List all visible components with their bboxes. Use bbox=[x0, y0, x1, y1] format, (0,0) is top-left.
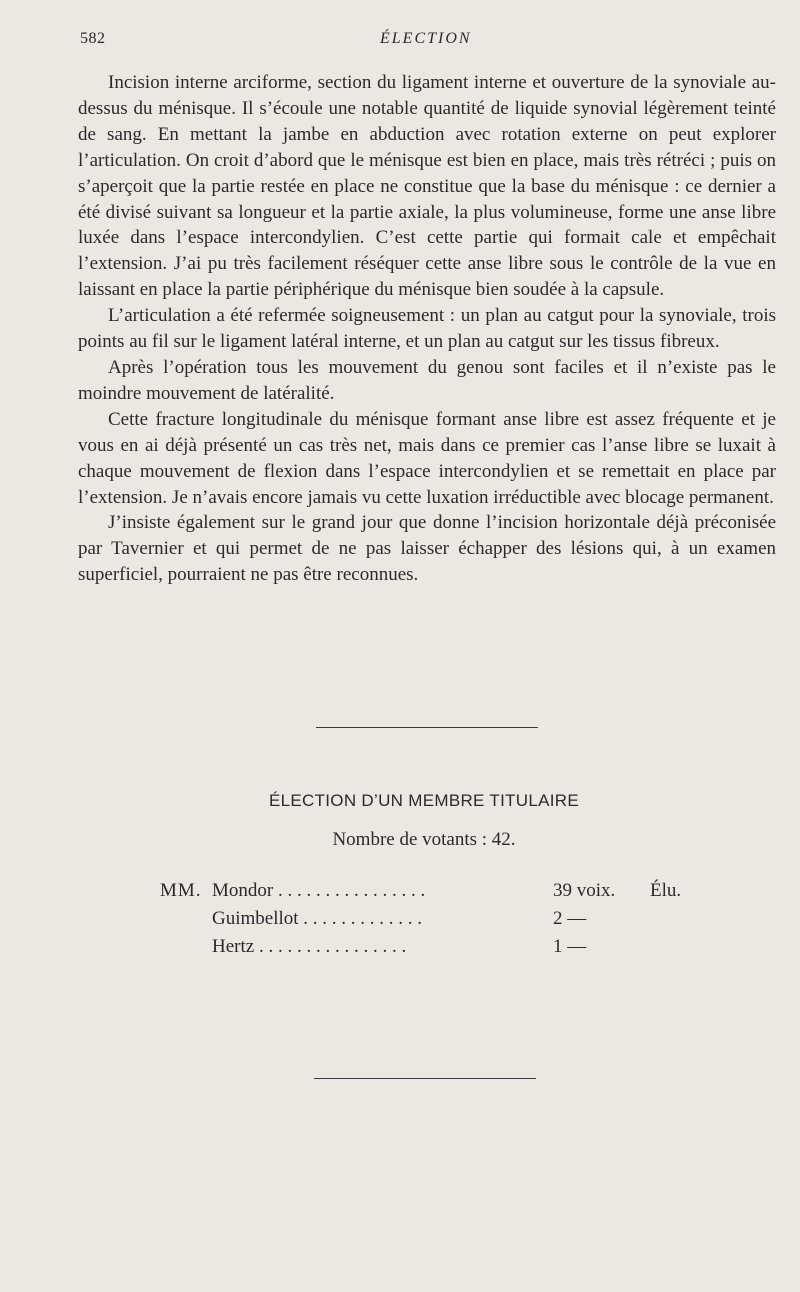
candidate-votes: 1 — bbox=[553, 936, 587, 957]
running-title: ÉLECTION bbox=[380, 30, 472, 47]
paragraph: Incision interne arciforme, section du ligament interne et ouverture de la synoviale au-dessus du ménisque. Il s’écoule une notable quantité de liquide synovial légèrement teinté de sang. En mettant la jambe en abduction avec rotation externe on peut explorer l’articulation. On croit d’abord que le ménisque est bien en place, mais très rétréci ; puis on s’aperçoit que la partie restée en place ne constitue que la base du ménisque : ce dernier a été divisé suivant sa longueur et la partie axiale, la plus volumineuse, forme une anse libre luxée dans l’espace intercondylien. C’est cette partie qui formait cale et empêchait l’extension. J’ai pu très facilement réséquer cette anse libre sous le contrôle de la vue en laissant en place la partie périphérique du ménisque bien soudée à la capsule. bbox=[78, 72, 776, 301]
paragraph: J’insiste également sur le grand jour que donne l’incision horizontale déjà préconisée par Tavernier et qui permet de ne pas laisser échapper des lésions qui, à un examen superficiel, pourraient ne pas être reconnues. bbox=[78, 512, 776, 586]
candidate-votes: 2 — bbox=[553, 908, 587, 929]
candidate-name: Guimbellot . . . . . . . . . . . . . bbox=[212, 908, 423, 929]
candidate-name: Mondor . . . . . . . . . . . . . . . . bbox=[212, 880, 426, 901]
paragraph: Cette fracture longitudinale du ménisque formant anse libre est assez fréquente et je vous en ai déjà présenté un cas très net, mais dans ce premier cas l’anse libre se luxait à chaque mouvement de flexion dans l’espace intercondylien et se remettait en place par l’extension. Je n’avais encore jamais vu cette luxation irréductible avec blocage permanent. bbox=[78, 408, 776, 508]
paragraph: L’articulation a été refermée soigneusement : un plan au catgut pour la synoviale, trois points au fil sur le ligament latéral interne, et un plan au catgut sur les tissus fibreux. bbox=[78, 305, 776, 353]
result-row bbox=[160, 905, 720, 933]
body-text bbox=[78, 70, 776, 588]
section-divider bbox=[316, 727, 538, 728]
candidate-votes: 39 voix. bbox=[553, 880, 616, 901]
candidate-status: Élu. bbox=[650, 880, 682, 901]
result-row bbox=[160, 877, 720, 905]
result-row bbox=[160, 933, 720, 961]
election-results bbox=[160, 877, 720, 961]
section-heading: ÉLECTION D’UN MEMBRE TITULAIRE bbox=[268, 791, 579, 810]
voter-count: Nombre de votants : 42. bbox=[332, 829, 516, 850]
results-prefix: MM. bbox=[160, 880, 202, 901]
page-number: 582 bbox=[80, 30, 106, 47]
section-divider bbox=[314, 1078, 536, 1079]
paragraph: Après l’opération tous les mouvement du genou sont faciles et il n’existe pas le moindre mouvement de latéralité. bbox=[78, 356, 776, 404]
candidate-name: Hertz . . . . . . . . . . . . . . . . bbox=[212, 936, 407, 957]
page-header bbox=[80, 30, 776, 54]
